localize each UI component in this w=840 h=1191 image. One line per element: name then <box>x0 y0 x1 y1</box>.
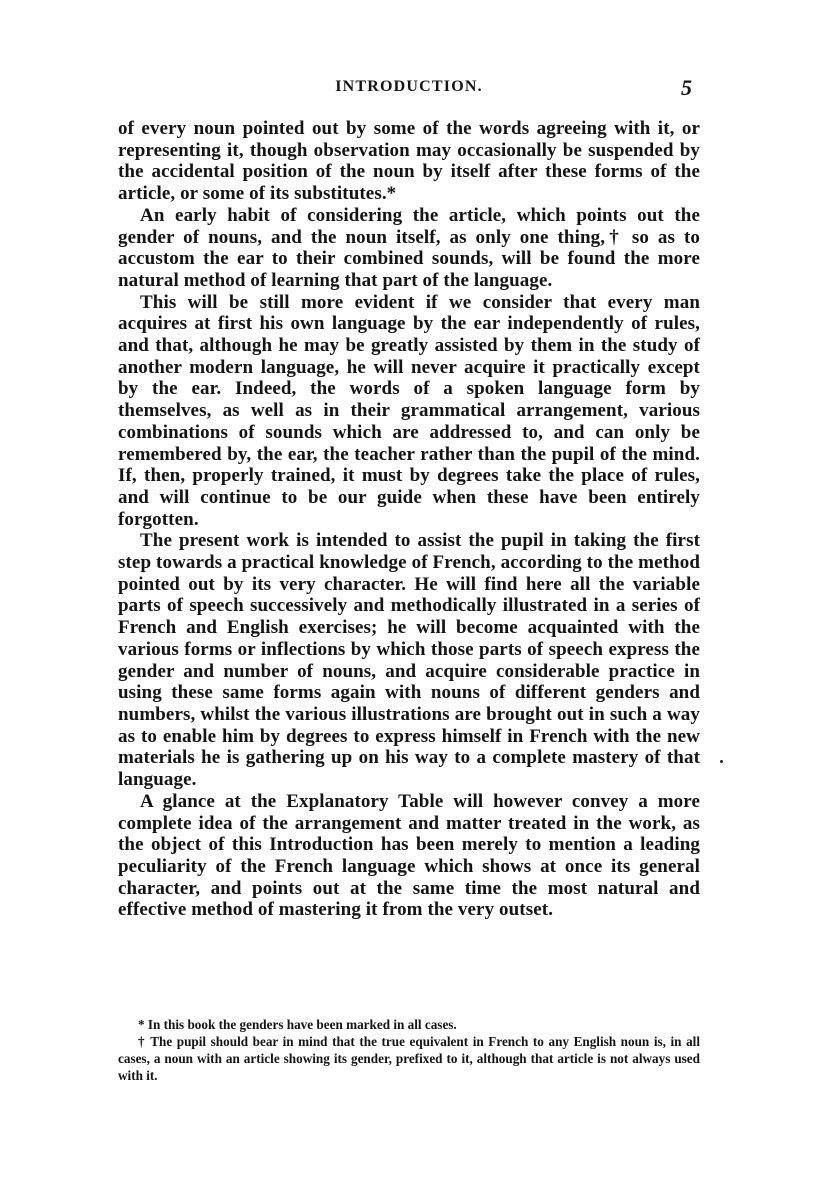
running-title: INTRODUCTION. <box>335 78 483 95</box>
paragraph-explanatory-table: A glance at the Explanatory Table will however convey a more complete idea of the arrangement and matter treated in the work, as the object of this Introduction has been merely to mention a leading peculiarity of the French language which shows at once its general character, and points out at the same time the most natural and effective method of mastering it from the very outset. <box>118 790 700 921</box>
print-speck <box>720 760 723 763</box>
paragraph-continuation: of every noun pointed out by some of the words agreeing with it, or representing it, though observation may occasionally be suspended by the accidental position of the noun by itself after these forms of the article, or some of its substitutes.* <box>118 118 700 205</box>
running-head <box>118 75 700 102</box>
paragraph-present-work: The present work is intended to assist the pupil in taking the first step towards a practical knowledge of French, according to the method pointed out by its very character. He will find here all the variable parts of speech successively and methodically illustrated in a series of French and English exercises; he will become acquainted with the various forms or inflections by which those parts of speech express the gender and number of nouns, and acquire considerable practice in using these same forms again with nouns of different genders and numbers, whilst the various illustrations are brought out in such a way as to enable him by degrees to express himself in French with the new materials he is gathering up on his way to a complete mastery of that language. <box>118 530 700 791</box>
footnotes <box>118 1016 700 1084</box>
paragraph-ear-learning: This will be still more evident if we consider that every man acquires at first his own language by the ear independently of rules, and that, although he may be greatly assisted by them in the study of another modern language, he will never acquire it practically except by the ear. Indeed, the words of a spoken language form by themselves, as well as in their grammatical arrangement, various combinations of sounds which are addressed to, and can only be remembered by, the ear, the teacher rather than the pupil of the mind. If, then, properly trained, it must by degrees take the place of rules, and will continue to be our guide when these have been entirely forgotten. <box>118 291 700 530</box>
footnote-equivalent: † The pupil should bear in mind that the true equivalent in French to any English noun is, in all cases, a noun with an article showing its gender, prefixed to it, although that article is not always used with it. <box>118 1034 700 1083</box>
page-number: 5 <box>681 75 692 100</box>
paragraph-article-habit: An early habit of considering the article, which points out the gender of nouns, and the noun itself, as only one thing,† so as to accustom the ear to their combined sounds, will be found the more natural method of learning that part of the language. <box>118 204 700 291</box>
footnote-genders: * In this book the genders have been marked in all cases. <box>138 1017 457 1032</box>
body-text <box>118 118 700 921</box>
